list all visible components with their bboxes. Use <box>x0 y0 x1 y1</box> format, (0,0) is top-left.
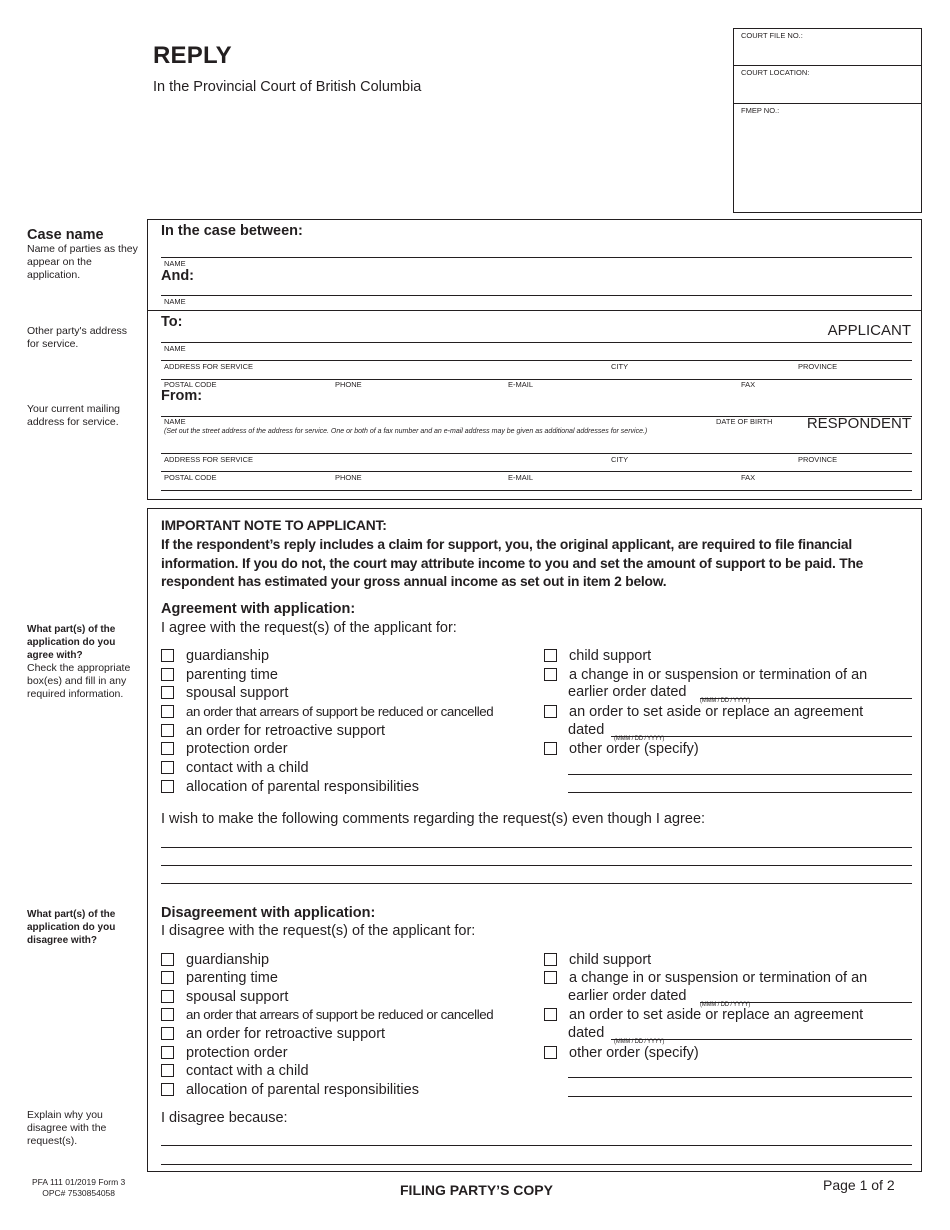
agree-question: What part(s) of the application do you agree with? <box>27 624 116 661</box>
parties-section <box>147 219 922 500</box>
agreement-comments-prompt: I wish to make the following comments regarding the request(s) even though I agree: <box>161 811 706 827</box>
court-file-no-label: COURT FILE NO.: <box>741 31 803 40</box>
from-dob-label: DATE OF BIRTH <box>716 417 773 426</box>
sidebar-disagree <box>27 908 142 947</box>
party1-name-line[interactable] <box>161 257 912 258</box>
from-extra-line[interactable] <box>161 490 912 491</box>
agree-other-line-1[interactable] <box>568 774 912 775</box>
because-line-2[interactable] <box>161 1164 912 1165</box>
agree-option-spousal-support[interactable]: spousal support <box>161 684 288 703</box>
agree-option-parenting-time[interactable]: parenting time <box>161 666 278 685</box>
important-note-body: If the respondent’s reply includes a claim for support, you, the original applicant, are required to file financial information. If you do not, the court may attribute income to you and set the amount of support to be paid. The respondent has estimated your gross annual income as set out in item 2 below. <box>161 537 864 589</box>
agree-option-contact[interactable]: contact with a child <box>161 759 309 778</box>
agree-option-guardianship[interactable]: guardianship <box>161 647 269 666</box>
agree-other-line-2[interactable] <box>568 792 912 793</box>
checkbox[interactable] <box>544 953 557 966</box>
fmep-no-label: FMEP NO.: <box>741 106 780 115</box>
disagree-option-arrears[interactable]: an order that arrears of support be reduced or cancelled <box>161 1006 493 1025</box>
case-name-heading: Case name <box>27 227 104 243</box>
to-address-line[interactable] <box>161 360 912 361</box>
disagree-option-parenting-time[interactable]: parenting time <box>161 969 278 988</box>
comments-line-1[interactable] <box>161 847 912 848</box>
checkbox[interactable] <box>544 705 557 718</box>
agree-option-parental-resp[interactable]: allocation of parental responsibilities <box>161 778 419 797</box>
disagree-option-child-support[interactable]: child support <box>544 951 651 970</box>
checkbox[interactable] <box>161 1046 174 1059</box>
checkbox[interactable] <box>161 761 174 774</box>
agree-option-retroactive[interactable]: an order for retroactive support <box>161 722 385 741</box>
fmep-no-field[interactable] <box>734 104 921 212</box>
agree-change-date-format: (MMM / DD / YYYY) <box>700 698 751 704</box>
comments-line-2[interactable] <box>161 865 912 866</box>
to-fax-label: FAX <box>741 380 756 389</box>
agree-option-change-order[interactable]: a change in or suspension or termination of an <box>544 666 867 685</box>
agreement-intro: I agree with the request(s) of the applicant for: <box>161 620 457 636</box>
to-postal-label: POSTAL CODE <box>164 380 217 389</box>
case-between-heading: In the case between: <box>161 223 303 239</box>
disagree-other-line-1[interactable] <box>568 1077 912 1078</box>
checkbox[interactable] <box>161 668 174 681</box>
court-location-label: COURT LOCATION: <box>741 68 810 77</box>
agree-option-child-support[interactable]: child support <box>544 647 651 666</box>
court-location-field[interactable] <box>734 66 921 104</box>
checkbox[interactable] <box>161 990 174 1003</box>
checkbox[interactable] <box>161 780 174 793</box>
disagree-set-aside-dated: dated <box>568 1025 605 1041</box>
comments-line-3[interactable] <box>161 883 912 884</box>
disagreement-heading: Disagreement with application: <box>161 905 376 921</box>
disagree-option-contact[interactable]: contact with a child <box>161 1062 309 1081</box>
from-contact-line[interactable] <box>161 471 912 472</box>
to-city-label: CITY <box>611 362 629 371</box>
disagree-option-set-aside[interactable]: an order to set aside or replace an agreement <box>544 1006 863 1025</box>
to-name-line[interactable] <box>161 342 912 343</box>
party2-name-label: NAME <box>164 297 186 306</box>
to-address-label: ADDRESS FOR SERVICE <box>164 362 254 371</box>
to-province-label: PROVINCE <box>798 362 838 371</box>
checkbox[interactable] <box>161 1008 174 1021</box>
disagree-option-guardianship[interactable]: guardianship <box>161 951 269 970</box>
from-address-line[interactable] <box>161 453 912 454</box>
from-fax-label: FAX <box>741 473 756 482</box>
agree-option-protection[interactable]: protection order <box>161 740 288 759</box>
to-heading: To: <box>161 314 183 330</box>
disagreement-intro: I disagree with the request(s) of the applicant for: <box>161 923 476 939</box>
disagree-because-prompt: I disagree because: <box>161 1110 288 1126</box>
court-file-no-field[interactable] <box>734 29 921 66</box>
disagree-set-aside-date-format: (MMM / DD / YYYY) <box>614 1039 665 1045</box>
disagree-option-spousal-support[interactable]: spousal support <box>161 988 288 1007</box>
checkbox[interactable] <box>161 1083 174 1096</box>
sidebar-agree <box>27 623 142 701</box>
from-name-label: NAME <box>164 417 186 426</box>
section-divider <box>148 310 921 311</box>
form-number: PFA 111 01/2019 Form 3 <box>32 1177 126 1187</box>
form-title: REPLY <box>153 42 232 69</box>
disagree-option-change-order[interactable]: a change in or suspension or termination of an <box>544 969 867 988</box>
disagree-change-date-format: (MMM / DD / YYYY) <box>700 1002 751 1008</box>
checkbox[interactable] <box>161 1064 174 1077</box>
checkbox[interactable] <box>161 724 174 737</box>
sidebar-explain: Explain why you disagree with the request(s). <box>27 1109 107 1147</box>
to-email-label: E-MAIL <box>508 380 534 389</box>
important-note-title: IMPORTANT NOTE TO APPLICANT: <box>161 518 387 533</box>
respondent-role: RESPONDENT <box>806 415 911 432</box>
checkbox[interactable] <box>544 1046 557 1059</box>
checkbox[interactable] <box>161 649 174 662</box>
disagree-option-parental-resp[interactable]: allocation of parental responsibilities <box>161 1081 419 1100</box>
copy-label: FILING PARTY’S COPY <box>400 1182 553 1198</box>
opc-number: OPC# 7530854058 <box>42 1188 116 1198</box>
disagree-option-protection[interactable]: protection order <box>161 1044 288 1063</box>
checkbox[interactable] <box>161 953 174 966</box>
disagree-option-other[interactable]: other order (specify) <box>544 1044 699 1063</box>
from-province-label: PROVINCE <box>798 455 838 464</box>
checkbox[interactable] <box>161 686 174 699</box>
court-info-box <box>733 28 922 213</box>
checkbox[interactable] <box>161 971 174 984</box>
disagree-question: What part(s) of the application do you disagree with? <box>27 909 116 946</box>
agree-change-order-dated: earlier order dated <box>568 684 687 700</box>
checkbox[interactable] <box>544 1008 557 1021</box>
from-phone-label: PHONE <box>335 473 362 482</box>
disagree-other-line-2[interactable] <box>568 1096 912 1097</box>
from-postal-label: POSTAL CODE <box>164 473 217 482</box>
to-contact-line[interactable] <box>161 379 912 380</box>
from-city-label: CITY <box>611 455 629 464</box>
checkbox[interactable] <box>544 649 557 662</box>
from-name-line[interactable] <box>161 416 912 417</box>
from-address-label: ADDRESS FOR SERVICE <box>164 455 254 464</box>
applicant-role: APPLICANT <box>827 322 911 339</box>
form-identifier <box>32 1177 125 1199</box>
from-email-label: E-MAIL <box>508 473 534 482</box>
agree-set-aside-date-format: (MMM / DD / YYYY) <box>614 736 665 742</box>
to-name-label: NAME <box>164 344 186 353</box>
agree-option-arrears[interactable]: an order that arrears of support be reduced or cancelled <box>161 703 493 722</box>
agree-set-aside-dated: dated <box>568 722 605 738</box>
checkbox[interactable] <box>544 668 557 681</box>
sidebar-case-name <box>27 227 142 282</box>
disagree-change-order-dated: earlier order dated <box>568 988 687 1004</box>
checkbox[interactable] <box>161 705 174 718</box>
checkbox[interactable] <box>161 1027 174 1040</box>
and-heading: And: <box>161 268 195 284</box>
checkbox[interactable] <box>544 971 557 984</box>
agree-option-other[interactable]: other order (specify) <box>544 740 699 759</box>
from-address-instruction: (Set out the street address of the address for service. One or both of a fax number and an e-mail address may be given as additional addresses for service.) <box>164 428 648 435</box>
checkbox[interactable] <box>161 742 174 755</box>
party2-name-line[interactable] <box>161 295 912 296</box>
agree-option-set-aside[interactable]: an order to set aside or replace an agreement <box>544 703 863 722</box>
party1-name-label: NAME <box>164 259 186 268</box>
court-subtitle: In the Provincial Court of British Columbia <box>153 79 422 95</box>
page-number: Page 1 of 2 <box>823 1177 895 1193</box>
because-line-1[interactable] <box>161 1145 912 1146</box>
disagree-option-retroactive[interactable]: an order for retroactive support <box>161 1025 385 1044</box>
sidebar-other-party: Other party's address for service. <box>27 325 128 350</box>
to-phone-label: PHONE <box>335 380 362 389</box>
agree-instructions: Check the appropriate box(es) and fill in any required information. <box>27 662 131 700</box>
agreement-heading: Agreement with application: <box>161 601 356 617</box>
case-name-description: Name of parties as they appear on the application. <box>27 243 138 281</box>
sidebar-your-address: Your current mailing address for service. <box>27 403 120 428</box>
requests-section <box>147 508 922 1172</box>
from-heading: From: <box>161 388 203 404</box>
checkbox[interactable] <box>544 742 557 755</box>
